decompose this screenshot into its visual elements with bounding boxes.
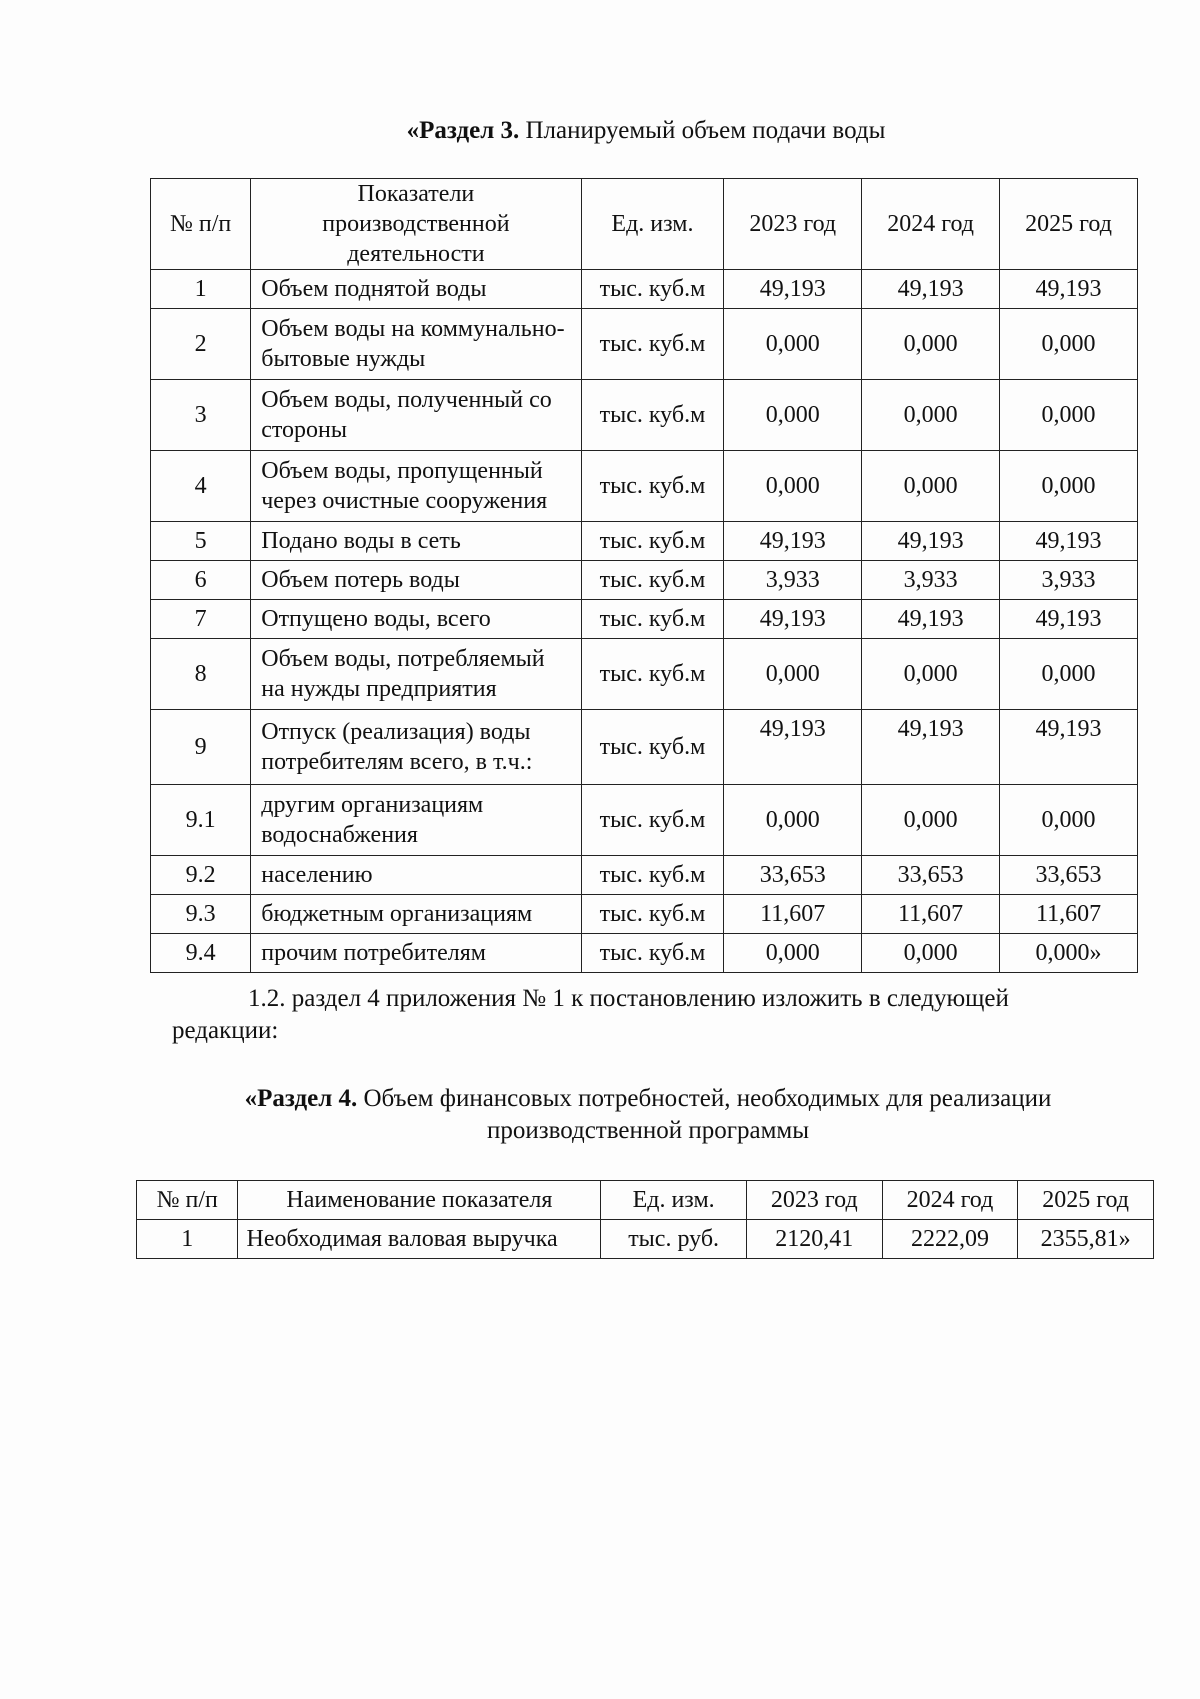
table-row: [151, 600, 1138, 639]
value-2024: 0,000: [862, 380, 1000, 451]
value-2023: 11,607: [724, 895, 862, 934]
value-2025: 0,000: [1000, 451, 1138, 522]
table-row: [151, 856, 1138, 895]
row-num: 7: [151, 600, 251, 639]
header-unit: Ед. изм.: [601, 1181, 747, 1220]
row-indicator: Объем воды, полученный со стороны: [251, 380, 581, 451]
value-2023: 3,933: [724, 561, 862, 600]
value-2023: 49,193: [724, 522, 862, 561]
row-unit: тыс. куб.м: [581, 451, 724, 522]
table-row: [151, 785, 1138, 856]
row-unit: тыс. куб.м: [581, 309, 724, 380]
table-row: [151, 309, 1138, 380]
section-3-title: [46, 115, 1200, 147]
value-2024: 49,193: [862, 600, 1000, 639]
header-2025: 2025 год: [1018, 1181, 1154, 1220]
section-4-title: [0, 1083, 1200, 1147]
section-3-title-bold: «Раздел 3.: [406, 117, 520, 144]
value-2023: 0,000: [724, 639, 862, 710]
table-row: [151, 270, 1138, 309]
value-2024: 49,193: [862, 710, 1000, 785]
row-unit: тыс. руб.: [601, 1220, 747, 1259]
value-2025: 0,000: [1000, 639, 1138, 710]
table-row: [137, 1220, 1154, 1259]
value-2023: 49,193: [724, 710, 862, 785]
financial-needs-table: [136, 1180, 1154, 1259]
row-unit: тыс. куб.м: [581, 710, 724, 785]
value-2025: 0,000: [1000, 380, 1138, 451]
row-unit: тыс. куб.м: [581, 856, 724, 895]
header-indicator: Показатели производственной деятельности: [251, 179, 581, 270]
value-2023: 0,000: [724, 934, 862, 973]
value-2024: 0,000: [862, 934, 1000, 973]
row-indicator: Объем воды, потребляемый на нужды предприятия: [251, 639, 581, 710]
table-row: [151, 895, 1138, 934]
header-2024: 2024 год: [882, 1181, 1018, 1220]
value-2023: 33,653: [724, 856, 862, 895]
row-num: 6: [151, 561, 251, 600]
section-4-title-line-2: производственной программы: [486, 1117, 810, 1144]
water-supply-table: [150, 178, 1138, 973]
section-4-title-bold: «Раздел 4.: [244, 1085, 358, 1112]
value-2024: 0,000: [862, 639, 1000, 710]
row-unit: тыс. куб.м: [581, 380, 724, 451]
header-indicator-name: Наименование показателя: [238, 1181, 601, 1220]
table-row: [151, 934, 1138, 973]
value-2024: 3,933: [862, 561, 1000, 600]
header-num: № п/п: [137, 1181, 238, 1220]
row-indicator: населению: [251, 856, 581, 895]
header-unit: Ед. изм.: [581, 179, 724, 270]
row-num: 5: [151, 522, 251, 561]
value-2025: 49,193: [1000, 522, 1138, 561]
table-header-row: [151, 179, 1138, 270]
row-num: 1: [151, 270, 251, 309]
table-row: [151, 710, 1138, 785]
table-row: [151, 561, 1138, 600]
row-num: 8: [151, 639, 251, 710]
row-num: 9.1: [151, 785, 251, 856]
row-num: 9: [151, 710, 251, 785]
value-2023: 0,000: [724, 309, 862, 380]
row-num: 2: [151, 309, 251, 380]
row-unit: тыс. куб.м: [581, 639, 724, 710]
paragraph-line-2: редакции:: [172, 1017, 279, 1044]
row-indicator: Объем воды на коммунально-бытовые нужды: [251, 309, 581, 380]
value-2024: 49,193: [862, 270, 1000, 309]
header-2023: 2023 год: [746, 1181, 882, 1220]
value-2025: 33,653: [1000, 856, 1138, 895]
value-2023: 0,000: [724, 451, 862, 522]
row-num: 3: [151, 380, 251, 451]
row-unit: тыс. куб.м: [581, 600, 724, 639]
row-unit: тыс. куб.м: [581, 270, 724, 309]
row-unit: тыс. куб.м: [581, 561, 724, 600]
value-2023: 49,193: [724, 270, 862, 309]
value-2024: 2222,09: [882, 1220, 1018, 1259]
row-indicator: Объем поднятой воды: [251, 270, 581, 309]
row-indicator: Необходимая валовая выручка: [238, 1220, 601, 1259]
value-2025: 2355,81»: [1018, 1220, 1154, 1259]
row-indicator: Объем воды, пропущенный через очистные сооружения: [251, 451, 581, 522]
value-2024: 49,193: [862, 522, 1000, 561]
value-2025: 0,000»: [1000, 934, 1138, 973]
table-row: [151, 639, 1138, 710]
row-indicator: Объем потерь воды: [251, 561, 581, 600]
value-2025: 49,193: [1000, 270, 1138, 309]
value-2024: 0,000: [862, 309, 1000, 380]
amendment-paragraph: [172, 983, 1132, 1047]
row-num: 4: [151, 451, 251, 522]
value-2023: 2120,41: [746, 1220, 882, 1259]
value-2024: 33,653: [862, 856, 1000, 895]
row-num: 9.4: [151, 934, 251, 973]
row-num: 9.3: [151, 895, 251, 934]
header-2024: 2024 год: [862, 179, 1000, 270]
value-2023: 0,000: [724, 785, 862, 856]
value-2025: 49,193: [1000, 710, 1138, 785]
value-2024: 11,607: [862, 895, 1000, 934]
row-unit: тыс. куб.м: [581, 895, 724, 934]
row-indicator: другим организациям водоснабжения: [251, 785, 581, 856]
header-2023: 2023 год: [724, 179, 862, 270]
value-2025: 0,000: [1000, 309, 1138, 380]
value-2023: 0,000: [724, 380, 862, 451]
value-2025: 11,607: [1000, 895, 1138, 934]
row-unit: тыс. куб.м: [581, 522, 724, 561]
header-num: № п/п: [151, 179, 251, 270]
header-2025: 2025 год: [1000, 179, 1138, 270]
value-2024: 0,000: [862, 785, 1000, 856]
paragraph-line-1: 1.2. раздел 4 приложения № 1 к постановлению изложить в следующей: [248, 985, 1009, 1012]
row-indicator: Отпуск (реализация) воды потребителям всего, в т.ч.:: [251, 710, 581, 785]
value-2025: 3,933: [1000, 561, 1138, 600]
row-unit: тыс. куб.м: [581, 785, 724, 856]
value-2024: 0,000: [862, 451, 1000, 522]
row-unit: тыс. куб.м: [581, 934, 724, 973]
row-indicator: Отпущено воды, всего: [251, 600, 581, 639]
table-header-row: [137, 1181, 1154, 1220]
section-4-title-text: Объем финансовых потребностей, необходимых для реализации: [357, 1085, 1052, 1112]
row-num: 1: [137, 1220, 238, 1259]
table-row: [151, 380, 1138, 451]
row-indicator: прочим потребителям: [251, 934, 581, 973]
value-2025: 0,000: [1000, 785, 1138, 856]
row-indicator: бюджетным организациям: [251, 895, 581, 934]
value-2025: 49,193: [1000, 600, 1138, 639]
row-indicator: Подано воды в сеть: [251, 522, 581, 561]
table-row: [151, 451, 1138, 522]
row-num: 9.2: [151, 856, 251, 895]
table-row: [151, 522, 1138, 561]
section-3-title-text: Планируемый объем подачи воды: [519, 117, 886, 144]
value-2023: 49,193: [724, 600, 862, 639]
